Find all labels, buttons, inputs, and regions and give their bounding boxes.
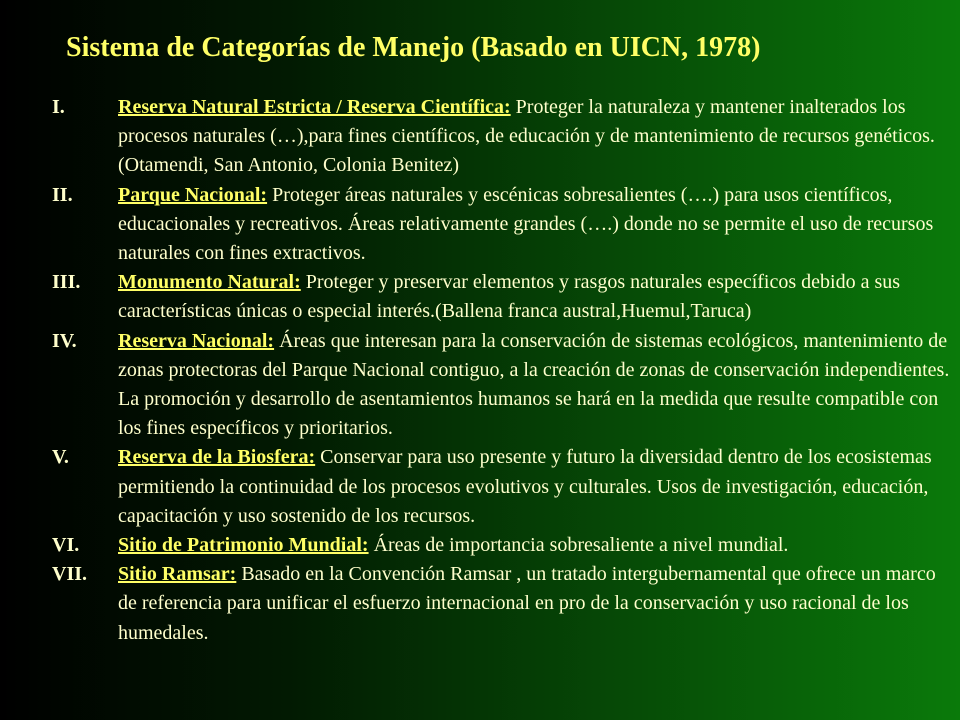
category-heading: Reserva de la Biosfera: xyxy=(118,446,316,469)
category-description: Proteger y preservar elementos y rasgos naturales específicos debido a sus características únicas o especial interés.(Ballena franca austral,Huemul,Taruca) xyxy=(118,271,901,323)
item-number: VII. xyxy=(52,563,88,586)
category-item-6 xyxy=(52,531,952,560)
category-description: Áreas que interesan para la conservación de sistemas ecológicos, mantenimiento de zonas protectoras del Parque Nacional contiguo, a la creación de zonas de conservación independientes. La promoción y desarrollo de asentamientos humanos se hará en la medida que resulte compatible con los fines específicos y prioritarios. xyxy=(118,329,950,440)
category-item-1 xyxy=(52,93,952,181)
category-description: Proteger la naturaleza y mantener inalterados los procesos naturales (…),para fines científicos, de educación y de mantenimiento de recursos genéticos.(Otamendi, San Antonio, Colonia Benitez) xyxy=(118,96,935,177)
item-number: I. xyxy=(52,96,65,118)
category-description: Proteger áreas naturales y escénicas sobresalientes (….) para usos científicos, educacionales y recreativos. Áreas relativamente grandes (….) donde no se permite el uso de recursos naturales con fines extractivos. xyxy=(118,183,934,265)
category-heading: Reserva Natural Estricta / Reserva Científica: xyxy=(118,96,511,118)
item-number: VI. xyxy=(52,534,80,557)
item-number: IV. xyxy=(52,329,77,352)
category-item-3 xyxy=(52,268,952,326)
category-heading: Parque Nacional: xyxy=(118,183,268,206)
category-description: Áreas de importancia sobresaliente a nivel mundial. xyxy=(368,534,789,557)
category-heading: Monumento Natural: xyxy=(118,271,301,294)
category-description: Conservar para uso presente y futuro la diversidad dentro de los ecosistemas permitiendo la continuidad de los procesos evolutivos y culturales. Usos de investigación, educación, capacitación y uso sostenido de los recursos. xyxy=(118,446,932,527)
category-item-5 xyxy=(52,443,952,531)
category-item-2 xyxy=(52,181,952,269)
category-heading: Reserva Nacional: xyxy=(118,329,275,352)
category-list xyxy=(52,93,952,648)
item-number: V. xyxy=(52,446,69,469)
category-heading: Sitio Ramsar: xyxy=(118,563,237,586)
item-number: II. xyxy=(52,183,73,206)
category-description: Basado en la Convención Ramsar , un tratado intergubernamental que ofrece un marco de referencia para unificar el esfuerzo internacional en pro de la conservación y uso racional de los humedales. xyxy=(118,563,936,644)
category-heading: Sitio de Patrimonio Mundial: xyxy=(118,534,369,557)
item-number: III. xyxy=(52,271,81,294)
category-item-7 xyxy=(52,560,952,648)
slide-title: Sistema de Categorías de Manejo (Basado en UICN, 1978) xyxy=(66,32,761,63)
category-item-4 xyxy=(52,327,952,444)
